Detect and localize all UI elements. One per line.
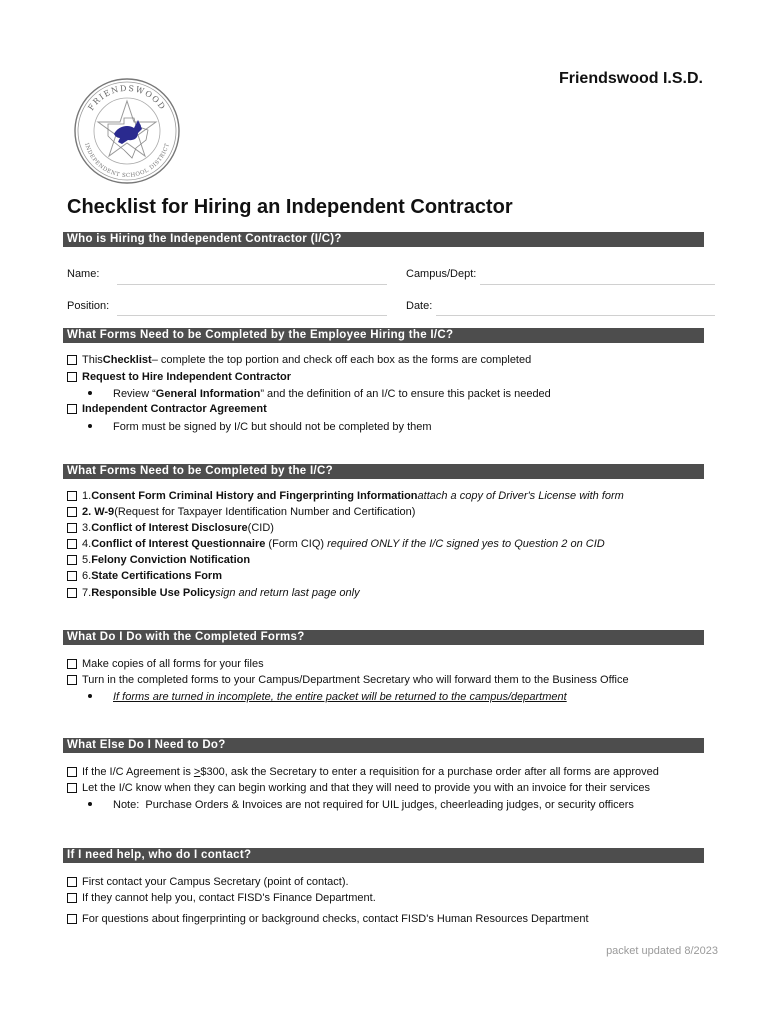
checkbox[interactable] [67, 588, 77, 598]
checkbox[interactable] [67, 555, 77, 565]
bullet-po-note: Note: Purchase Orders & Invoices are not required for UIL judges, cheerleading judges, or security officers [92, 798, 634, 812]
packet-updated-note: packet updated 8/2023 [606, 945, 718, 957]
bullet-incomplete-warning: If forms are turned in incomplete, the entire packet will be returned to the campus/department [92, 690, 567, 704]
checklist-item-checklist: This Checklist – complete the top portion and check off each box as the forms are completed [67, 353, 531, 367]
bullet-review-general-information: Review “General Information” and the definition of an I/C to ensure this packet is needed [92, 387, 551, 401]
campus-dept-field[interactable] [480, 284, 715, 285]
checkbox[interactable] [67, 877, 77, 887]
checkbox[interactable] [67, 355, 77, 365]
checklist-item-responsible-use: 7. Responsible Use Policy sign and return last page only [67, 586, 360, 600]
checkbox[interactable] [67, 491, 77, 501]
bullet-dot-icon [88, 391, 92, 395]
checkbox[interactable] [67, 783, 77, 793]
svg-text:INDEPENDENT SCHOOL DISTRICT: INDEPENDENT SCHOOL DISTRICT [83, 142, 171, 180]
checklist-item-make-copies: Make copies of all forms for your files [67, 657, 264, 671]
checklist-item-ciq: 4. Conflict of Interest Questionnaire (Form CIQ) required ONLY if the I/C signed yes to Question 2 on CID [67, 537, 605, 551]
checkbox[interactable] [67, 914, 77, 924]
checklist-item-cid: 3. Conflict of Interest Disclosure (CID) [67, 521, 274, 535]
bullet-dot-icon [88, 424, 92, 428]
checklist-item-consent-form: 1. Consent Form Criminal History and Fingerprinting Information attach a copy of Driver's License with form [67, 489, 624, 503]
checklist-item-ic-agreement: Independent Contractor Agreement [67, 402, 267, 416]
checkbox[interactable] [67, 675, 77, 685]
date-label: Date: [406, 300, 433, 312]
checkbox[interactable] [67, 659, 77, 669]
checklist-item-human-resources: For questions about fingerprinting or background checks, contact FISD's Human Resources Department [67, 912, 589, 926]
checkbox[interactable] [67, 767, 77, 777]
bullet-form-signed: Form must be signed by I/C but should not be completed by them [92, 420, 432, 434]
section-header-what-else: What Else Do I Need to Do? [63, 738, 704, 753]
org-name: Friendswood I.S.D. [558, 70, 703, 87]
checkbox[interactable] [67, 523, 77, 533]
name-label: Name: [67, 268, 100, 280]
checklist-item-turn-in: Turn in the completed forms to your Campus/Department Secretary who will forward them to the Business Office [67, 673, 629, 687]
checklist-item-felony: 5. Felony Conviction Notification [67, 553, 250, 567]
checkbox[interactable] [67, 404, 77, 414]
page-title: Checklist for Hiring an Independent Contractor [67, 196, 513, 218]
position-label: Position: [67, 300, 110, 312]
campus-dept-label: Campus/Dept: [406, 268, 477, 280]
checkbox[interactable] [67, 539, 77, 549]
checklist-item-finance-dept: If they cannot help you, contact FISD's Finance Department. [67, 891, 376, 905]
checklist-item-invoice: Let the I/C know when they can begin working and that they will need to provide you with an invoice for their services [67, 781, 650, 795]
checklist-item-state-cert: 6. State Certifications Form [67, 569, 222, 583]
district-seal-logo [62, 74, 192, 184]
checkbox[interactable] [67, 372, 77, 382]
date-field[interactable] [436, 315, 715, 316]
section-header-ic-forms: What Forms Need to be Completed by the I/C? [63, 464, 704, 479]
section-header-employee-forms: What Forms Need to be Completed by the Employee Hiring the I/C? [63, 328, 704, 343]
checkbox[interactable] [67, 571, 77, 581]
position-field[interactable] [117, 315, 387, 316]
svg-text:FRIENDSWOOD: FRIENDSWOOD [86, 83, 168, 113]
checkbox[interactable] [67, 893, 77, 903]
section-header-help: If I need help, who do I contact? [63, 848, 704, 863]
section-header-who-is-hiring: Who is Hiring the Independent Contractor (I/C)? [63, 232, 704, 247]
checklist-item-campus-secretary: First contact your Campus Secretary (point of contact). [67, 875, 349, 889]
checklist-item-request-to-hire: Request to Hire Independent Contractor [67, 370, 291, 384]
checklist-item-requisition: If the I/C Agreement is > $300, ask the Secretary to enter a requisition for a purchase order after all forms are approved [67, 765, 659, 779]
checklist-item-w9: 2. W-9 (Request for Taxpayer Identification Number and Certification) [67, 505, 415, 519]
bullet-dot-icon [88, 694, 92, 698]
checkbox[interactable] [67, 507, 77, 517]
name-field[interactable] [117, 284, 387, 285]
bullet-dot-icon [88, 802, 92, 806]
section-header-completed-forms: What Do I Do with the Completed Forms? [63, 630, 704, 645]
